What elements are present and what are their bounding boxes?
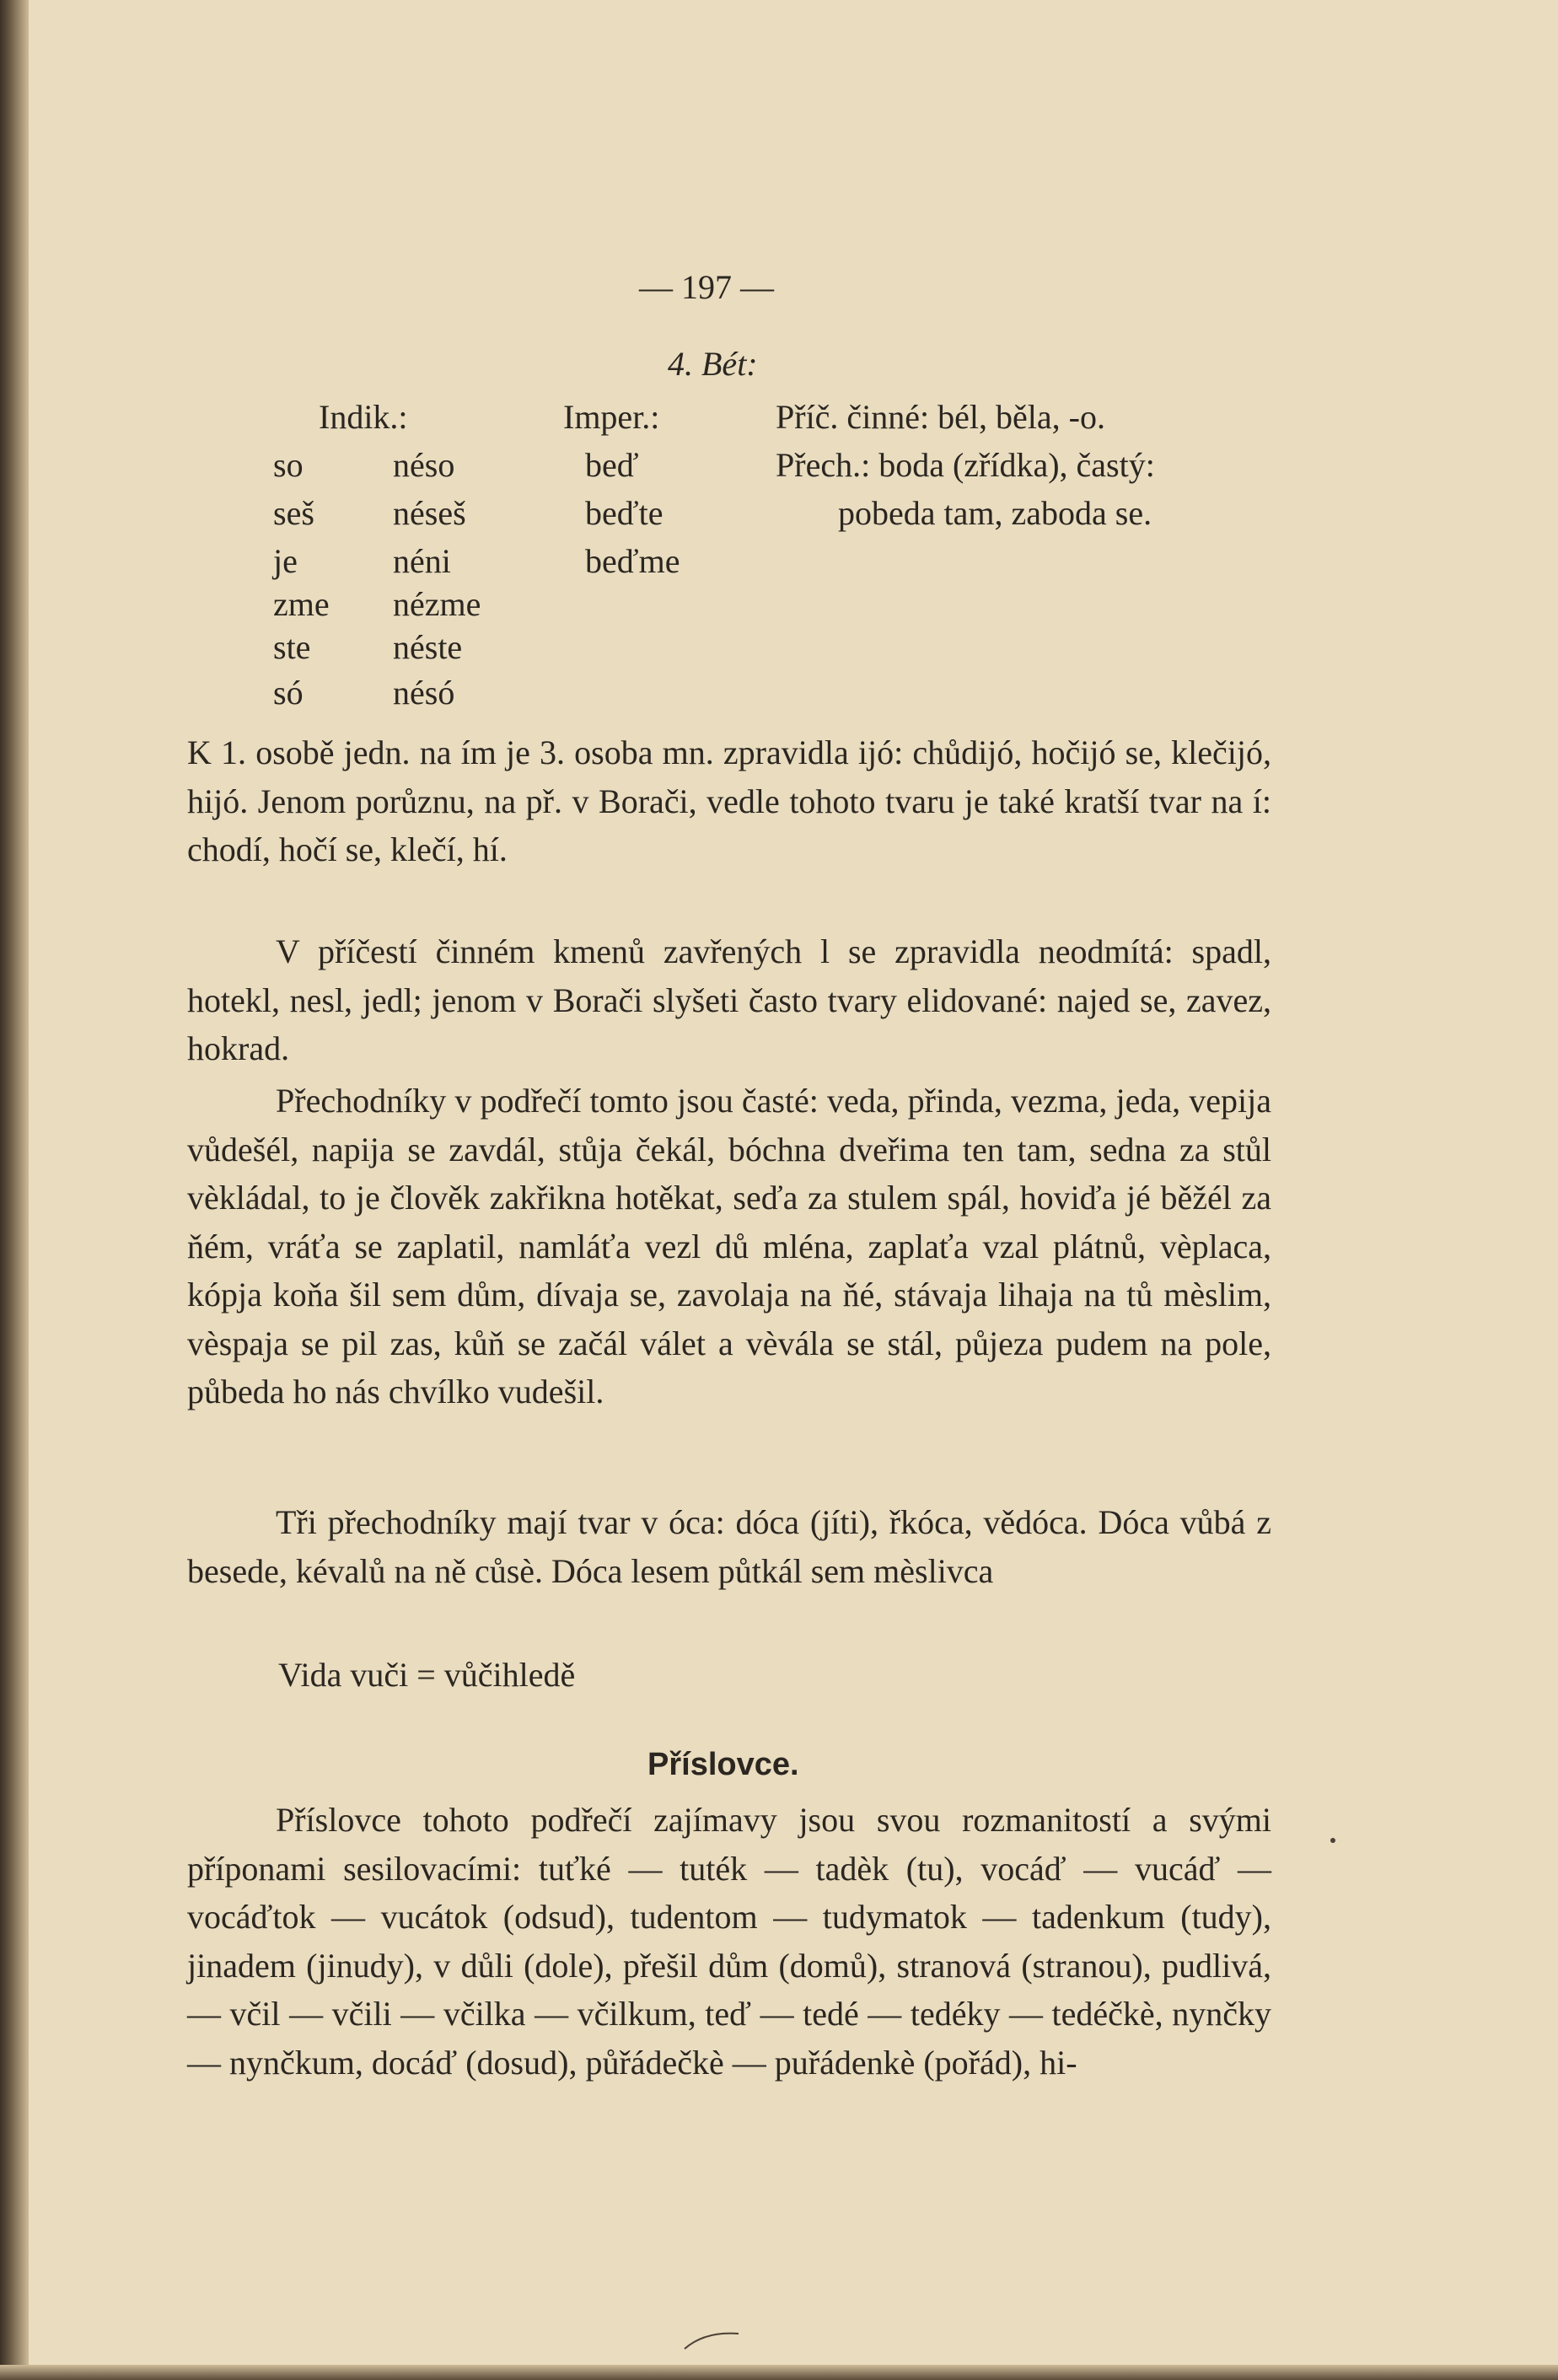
indik-pos-4: zme: [273, 585, 330, 623]
imper-row-2: beďte: [585, 494, 663, 532]
paragraph-adverbs-text: Příslovce tohoto podřečí zajímavy jsou svou rozmanitostí a svými příponami sesilovacími: tuťké — tuték — tadèk (tu), vocáď — vucáď — vocáďtok — vucátok (odsud), tudentom — tudymatok — tadenkum (tudy), jinadem (jinudy), v důli (dole), přešil dům (domů), stranová (stranou), pudlivá, — včil — včili — včilka — včilkum, teď — tedé — tedéky — tedéčkè, nynčky — nynčkum, docáď (dosud), půřádečkè — puřádenkè (pořád), hi-: [187, 1801, 1271, 2082]
note-participle: Příč. činné: bél, běla, -o.: [776, 398, 1105, 436]
stray-dot-mark: [1330, 1838, 1335, 1843]
imper-row-3: beďme: [585, 542, 680, 580]
paragraph-first-person-text: K 1. osobě jedn. na ím je 3. osoba mn. zpravidla ijó: chůdijó, hočijó se, klečijó, hijó. Jenom porůznu, na př. v Borači, vedle tohoto tvaru je také kratší tvar na í: chodí, hočí se, klečí, hí.: [187, 733, 1271, 868]
indik-pos-5: ste: [273, 628, 311, 666]
paragraph-first-person: [187, 728, 1271, 874]
page-number: — 197 —: [639, 268, 774, 306]
page-bottom-edge: [0, 2365, 1558, 2380]
indik-neg-3: néni: [393, 542, 451, 580]
note-transgressive-example: pobeda tam, zaboda se.: [838, 494, 1152, 532]
paragraph-adverbs: [187, 1796, 1271, 2087]
indik-neg-2: néseš: [393, 494, 466, 532]
imper-row-1: beď: [585, 446, 639, 484]
indik-neg-6: nésó: [393, 674, 455, 712]
imper-header: Imper.:: [563, 398, 660, 436]
page-binding-shadow: [0, 0, 29, 2380]
indik-pos-2: seš: [273, 494, 314, 532]
paragraph-participle: [187, 927, 1271, 1073]
indik-pos-6: só: [273, 674, 304, 712]
paragraph-oca-forms: [187, 1498, 1271, 1595]
indik-neg-5: néste: [393, 628, 463, 666]
indik-neg-1: néso: [393, 446, 455, 484]
paragraph-oca-forms-text: Tři přechodníky mají tvar v óca: dóca (jíti), řkóca, vědóca. Dóca vůbá z besede, kévalů na ně cůsè. Dóca lesem půtkál sem mèslivca: [187, 1503, 1271, 1590]
indik-neg-4: nézme: [393, 585, 481, 623]
heading-prislovce: Příslovce.: [647, 1747, 799, 1782]
indik-pos-3: je: [273, 542, 298, 580]
paragraph-transgressives-text: Přechodníky v podřečí tomto jsou časté: veda, přinda, vezma, jeda, vepija vůdešél, napija se zavdál, stůja čekál, bóchna dveřima ten tam, sedna za stůl vèkládal, to je člověk zakřikna hotěkat, seďa za stulem spál, hoviďa jé běžél za ňém, vráťa se zaplatil, namláťa vezl dů mléna, zaplaťa vzal plátnů, vèplaca, kópja koňa šil sem dům, dívaja se, zavolaja na ňé, stávaja lihaja na tů mèslim, vèspaja se pil zas, kůň se začál válet a vèvála se stál, půjeza pudem na pole, půbeda ho nás chvílko vudešil.: [187, 1082, 1271, 1410]
paragraph-participle-text: V příčestí činném kmenů zavřených l se zpravidla neodmítá: spadl, hotekl, nesl, jedl; jenom v Borači slyšeti často tvary elidované: najed se, zavez, hokrad.: [187, 932, 1271, 1067]
note-transgressive: Přech.: boda (zřídka), častý:: [776, 446, 1155, 484]
paragraph-transgressives: [187, 1077, 1271, 1416]
indik-pos-1: so: [273, 446, 304, 484]
indik-header: Indik.:: [319, 398, 408, 436]
pencil-stroke-mark: [683, 2327, 742, 2352]
paragraph-vida: Vida vuči = vůčihledě: [278, 1656, 576, 1694]
section-title: 4. Bét:: [668, 345, 758, 383]
